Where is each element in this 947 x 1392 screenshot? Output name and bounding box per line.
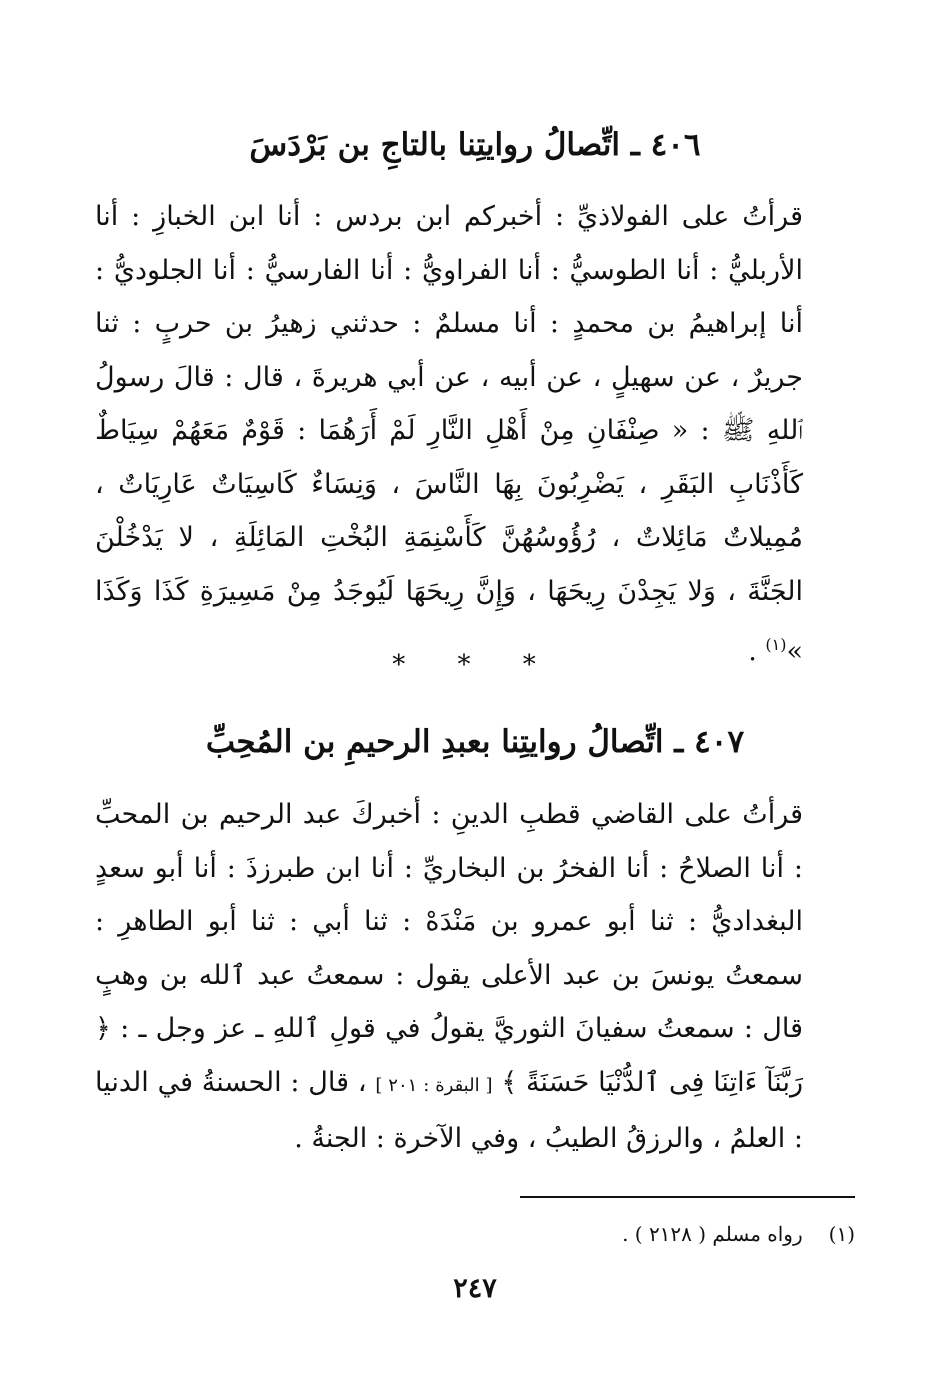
footnote-text: رواه مسلم ( ٢١٢٨ ) . <box>622 1222 803 1246</box>
footnote-reference: (١) <box>765 635 787 654</box>
section-separator: * * * <box>392 650 558 680</box>
footnote-divider <box>520 1196 855 1198</box>
footnote <box>95 1219 855 1249</box>
section-406-text-end: . <box>748 636 766 667</box>
section-406-body <box>95 190 855 679</box>
section-407-body <box>95 788 855 1166</box>
book-page <box>95 0 855 1392</box>
section-406-heading: ٤٠٦ ـ اتِّصالُ روايتِنا بالتاجِ بن بَرْدَسَ <box>249 127 701 163</box>
quran-citation: [ البقرة : ٢٠١ ] <box>375 1074 493 1096</box>
section-407-paragraph <box>95 788 855 1166</box>
footnote-number: (١) <box>828 1222 855 1246</box>
section-407-text-a: قرأتُ على القاضي قطبِ الدينِ : أخبركَ عبد الرحيم بن المحبِّ : أنا الصلاحُ : أنا الفخرُ بن البخاريِّ : أنا ابن طبرزذَ : أنا أبو سعدٍ البغداديُّ : ثنا أبو عمرو بن مَنْدَهْ : ثنا أبي : ثنا أبو الطاهرِ : سمعتُ يونسَ بن عبد الأعلى يقول : سمعتُ عبد ٱلله بن وهبٍ قال : سمعتُ سفيانَ الثوريَّ يقولُ في قولِ ٱللهِ ـ عز وجل ـ : ﴿ رَبَّنَآ ءَاتِنَا فِى ٱلدُّنْيَا حَسَنَةً ﴾ <box>95 799 804 1098</box>
section-406-paragraph <box>95 190 855 679</box>
section-407-heading: ٤٠٧ ـ اتِّصالُ روايتِنا بعبدِ الرحيمِ بن المُحِبِّ <box>205 724 745 760</box>
page-number: ٢٤٧ <box>453 1273 497 1304</box>
section-407-text-b: ، قال : الحسنةُ في الدنيا : العلمُ ، والرزقُ الطيبُ ، وفي الآخرة : الجنةُ . <box>95 1066 803 1154</box>
section-406-text: قرأتُ على الفولاذيِّ : أخبركم ابن بردس : أنا ابن الخبازِ : أنا الأربليُّ : أنا الطوسيُّ : أنا الفراويُّ : أنا الفارسيُّ : أنا الجلوديُّ : أنا إبراهيمُ بن محمدٍ : أنا مسلمٌ : حدثني زهيرُ بن حربٍ : ثنا جريرٌ ، عن سهيلٍ ، عن أبيه ، عن أبي هريرةَ ، قال : قالَ رسولُ ٱللهِ ﷺ : « صِنْفَانِ مِنْ أَهْلِ النَّارِ لَمْ أَرَهُمَا : قَوْمٌ مَعَهُمْ سِيَاطٌ كَأَذْنَابِ البَقَرِ ، يَضْرِبُونَ بِهَا النَّاسَ ، وَنِسَاءٌ كَاسِيَاتٌ عَارِيَاتٌ ، مُمِيلاتٌ مَائِلاتٌ ، رُؤُوسُهُنَّ كَأَسْنِمَةِ البُخْتِ المَائِلَةِ ، لا يَدْخُلْنَ الجَنَّةَ ، وَلا يَجِدْنَ رِيحَهَا ، وَإِنَّ رِيحَهَا لَيُوجَدُ مِنْ مَسِيرَةِ كَذَا وَكَذَا » <box>95 201 803 667</box>
